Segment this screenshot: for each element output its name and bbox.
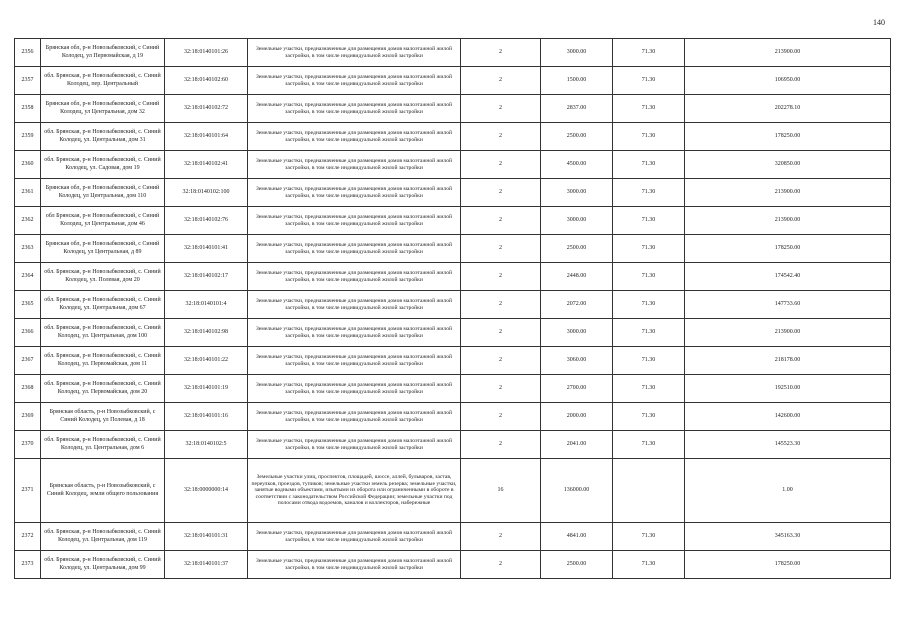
cadastral-value-cell: 178250.00	[685, 123, 891, 151]
cadastral-number-cell: 32:18:0140101:22	[165, 347, 248, 375]
rate-cell: 71.30	[613, 319, 685, 347]
cadastral-value-cell: 218178.00	[685, 347, 891, 375]
rate-cell: 71.30	[613, 347, 685, 375]
land-use-cell: Земельные участки, предназначенные для размещения домов малоэтажной жилой застройки, в том числе индивидуальной жилой застройки	[248, 375, 461, 403]
group-cell: 2	[461, 39, 541, 67]
row-number-cell: 2365	[15, 291, 41, 319]
table-row	[15, 235, 891, 263]
cadastral-number-cell: 32:18:0140102:5	[165, 431, 248, 459]
row-number-cell: 2362	[15, 207, 41, 235]
group-cell: 2	[461, 403, 541, 431]
rate-cell: 71.30	[613, 403, 685, 431]
cadastral-number-cell: 32:18:0140102:17	[165, 263, 248, 291]
row-number-cell: 2363	[15, 235, 41, 263]
table-row	[15, 67, 891, 95]
cadastral-number-cell: 32:18:0140101:19	[165, 375, 248, 403]
address-cell: обл. Брянская, р-н Новозыбковский, с. Синий Колодец, ул. Центральная, дом 119	[41, 523, 165, 551]
rate-cell	[613, 459, 685, 523]
address-cell: Брянская обл, р-н Новозыбковский, с Синий Колодец, ул Центральная, д 89	[41, 235, 165, 263]
area-cell: 2700.00	[541, 375, 613, 403]
cadastral-value-cell: 213900.00	[685, 39, 891, 67]
rate-cell: 71.30	[613, 39, 685, 67]
address-cell: обл. Брянская, р-н Новозыбковский, с. Синий Колодец, ул. Полевая, дом 20	[41, 263, 165, 291]
area-cell: 2500.00	[541, 235, 613, 263]
cadastral-number-cell: 32:18:0140101:41	[165, 235, 248, 263]
cadastral-value-cell: 174542.40	[685, 263, 891, 291]
land-use-cell: Земельные участки, предназначенные для размещения домов малоэтажной жилой застройки, в том числе индивидуальной жилой застройки	[248, 263, 461, 291]
group-cell: 2	[461, 207, 541, 235]
land-use-cell: Земельные участки, предназначенные для размещения домов малоэтажной жилой застройки, в том числе индивидуальной жилой застройки	[248, 95, 461, 123]
address-cell: обл. Брянская, р-н Новозыбковский, с. Синий Колодец, ул. Центральная, дом 67	[41, 291, 165, 319]
row-number-cell: 2366	[15, 319, 41, 347]
table-body	[15, 39, 891, 579]
cadastral-value-cell: 213900.00	[685, 319, 891, 347]
cadastral-value-cell: 1.00	[685, 459, 891, 523]
group-cell: 2	[461, 523, 541, 551]
land-use-cell: Земельные участки, предназначенные для размещения домов малоэтажной жилой застройки, в том числе индивидуальной жилой застройки	[248, 319, 461, 347]
rate-cell: 71.30	[613, 431, 685, 459]
area-cell: 1500.00	[541, 67, 613, 95]
table-row	[15, 431, 891, 459]
area-cell: 2072.00	[541, 291, 613, 319]
group-cell: 2	[461, 347, 541, 375]
land-use-cell: Земельные участки, предназначенные для размещения домов малоэтажной жилой застройки, в том числе индивидуальной жилой застройки	[248, 123, 461, 151]
address-cell: Брянская обл, р-н Новозыбковский, с Синий Колодец, ул Центральная, дом 110	[41, 179, 165, 207]
group-cell: 2	[461, 263, 541, 291]
cadastral-value-cell: 213900.00	[685, 207, 891, 235]
address-cell: обл. Брянская, р-н Новозыбковский, с. Синий Колодец, ул. Первомайская, дом 20	[41, 375, 165, 403]
cadastral-value-cell: 147733.60	[685, 291, 891, 319]
address-cell: обл. Брянская, р-н Новозыбковский, с. Синий Колодец, ул. Центральная, дом 99	[41, 551, 165, 579]
rate-cell: 71.30	[613, 207, 685, 235]
group-cell: 2	[461, 151, 541, 179]
area-cell: 2500.00	[541, 551, 613, 579]
land-use-cell: Земельные участки, предназначенные для размещения домов малоэтажной жилой застройки, в том числе индивидуальной жилой застройки	[248, 67, 461, 95]
table-row	[15, 123, 891, 151]
cadastral-number-cell: 32:18:0140101:31	[165, 523, 248, 551]
area-cell: 2041.00	[541, 431, 613, 459]
land-use-cell: Земельные участки улиц, проспектов, площадей, шоссе, аллей, бульваров, застав, переулков, проездов, тупиков; земельные участки земель резерва; земельные участки, занятые водными объектами, изъятыми из оборота или ограниченными в обороте в соответствии с законодательством Российской Федерации; земельные участки под полосами отвода водоемов, каналов и коллекторов, набережные	[248, 459, 461, 523]
table-row	[15, 95, 891, 123]
rate-cell: 71.30	[613, 375, 685, 403]
land-use-cell: Земельные участки, предназначенные для размещения домов малоэтажной жилой застройки, в том числе индивидуальной жилой застройки	[248, 151, 461, 179]
page-number: 140	[873, 18, 885, 27]
rate-cell: 71.30	[613, 263, 685, 291]
table-row	[15, 207, 891, 235]
cadastral-value-cell: 106950.00	[685, 67, 891, 95]
table-row	[15, 347, 891, 375]
address-cell: Брянская область, р-н Новозыбковский, с Синий Колодец, земли общего пользования	[41, 459, 165, 523]
area-cell: 3060.00	[541, 347, 613, 375]
area-cell: 4841.00	[541, 523, 613, 551]
row-number-cell: 2360	[15, 151, 41, 179]
table-row	[15, 403, 891, 431]
address-cell: обл Брянская, р-н Новозыбковский, с Синий Колодец, ул Центральная, дом 46	[41, 207, 165, 235]
row-number-cell: 2373	[15, 551, 41, 579]
group-cell: 2	[461, 235, 541, 263]
area-cell: 2837.00	[541, 95, 613, 123]
address-cell: Брянская область, р-н Новозыбковский, с Синий Колодец, ул Полевая, д 18	[41, 403, 165, 431]
group-cell: 2	[461, 431, 541, 459]
area-cell: 3000.00	[541, 39, 613, 67]
address-cell: обл. Брянская, р-н Новозыбковский, с. Синий Колодец, пер. Центральный	[41, 67, 165, 95]
area-cell: 2000.00	[541, 403, 613, 431]
land-use-cell: Земельные участки, предназначенные для размещения домов малоэтажной жилой застройки, в том числе индивидуальной жилой застройки	[248, 403, 461, 431]
address-cell: Брянская обл, р-н Новозыбковский, с Синий Колодец, ул Центральная, дом 32	[41, 95, 165, 123]
area-cell: 4500.00	[541, 151, 613, 179]
group-cell: 16	[461, 459, 541, 523]
group-cell: 2	[461, 291, 541, 319]
land-use-cell: Земельные участки, предназначенные для размещения домов малоэтажной жилой застройки, в том числе индивидуальной жилой застройки	[248, 291, 461, 319]
table-row	[15, 39, 891, 67]
rate-cell: 71.30	[613, 551, 685, 579]
cadastral-number-cell: 32:18:0140101:4	[165, 291, 248, 319]
row-number-cell: 2372	[15, 523, 41, 551]
table-row	[15, 263, 891, 291]
row-number-cell: 2371	[15, 459, 41, 523]
cadastral-value-cell: 345163.30	[685, 523, 891, 551]
land-use-cell: Земельные участки, предназначенные для размещения домов малоэтажной жилой застройки, в том числе индивидуальной жилой застройки	[248, 235, 461, 263]
row-number-cell: 2364	[15, 263, 41, 291]
cadastral-value-cell: 202278.10	[685, 95, 891, 123]
group-cell: 2	[461, 551, 541, 579]
cadastral-value-cell: 178250.00	[685, 235, 891, 263]
group-cell: 2	[461, 95, 541, 123]
group-cell: 2	[461, 179, 541, 207]
table-row	[15, 319, 891, 347]
table-row	[15, 551, 891, 579]
row-number-cell: 2367	[15, 347, 41, 375]
area-cell: 136000.00	[541, 459, 613, 523]
table-row	[15, 459, 891, 523]
row-number-cell: 2359	[15, 123, 41, 151]
address-cell: Брянская обл, р-н Новозыбковский, с Синий Колодец, ул Первомайская, д 19	[41, 39, 165, 67]
rate-cell: 71.30	[613, 523, 685, 551]
address-cell: обл. Брянская, р-н Новозыбковский, с. Синий Колодец, ул. Центральная, дом 31	[41, 123, 165, 151]
group-cell: 2	[461, 123, 541, 151]
rate-cell: 71.30	[613, 95, 685, 123]
row-number-cell: 2370	[15, 431, 41, 459]
rate-cell: 71.30	[613, 67, 685, 95]
address-cell: обл. Брянская, р-н Новозыбковский, с. Синий Колодец, ул. Садовая, дом 19	[41, 151, 165, 179]
cadastral-value-table	[14, 38, 891, 579]
address-cell: обл. Брянская, р-н Новозыбковский, с. Синий Колодец, ул. Центральная, дом 6	[41, 431, 165, 459]
rate-cell: 71.30	[613, 123, 685, 151]
land-use-cell: Земельные участки, предназначенные для размещения домов малоэтажной жилой застройки, в том числе индивидуальной жилой застройки	[248, 431, 461, 459]
table-row	[15, 151, 891, 179]
land-use-cell: Земельные участки, предназначенные для размещения домов малоэтажной жилой застройки, в том числе индивидуальной жилой застройки	[248, 551, 461, 579]
area-cell: 2500.00	[541, 123, 613, 151]
address-cell: обл. Брянская, р-н Новозыбковский, с. Синий Колодец, ул. Центральная, дом 100	[41, 319, 165, 347]
area-cell: 3000.00	[541, 179, 613, 207]
cadastral-number-cell: 32:18:0140102:98	[165, 319, 248, 347]
row-number-cell: 2357	[15, 67, 41, 95]
cadastral-number-cell: 32:18:0140101:26	[165, 39, 248, 67]
cadastral-number-cell: 32:18:0140102:76	[165, 207, 248, 235]
area-cell: 2448.00	[541, 263, 613, 291]
cadastral-number-cell: 32:18:0140101:64	[165, 123, 248, 151]
area-cell: 3000.00	[541, 207, 613, 235]
cadastral-number-cell: 32:18:0140101:16	[165, 403, 248, 431]
row-number-cell: 2358	[15, 95, 41, 123]
rate-cell: 71.30	[613, 151, 685, 179]
address-cell: обл. Брянская, р-н Новозыбковский, с. Синий Колодец, ул. Первомайская, дом 11	[41, 347, 165, 375]
table-row	[15, 523, 891, 551]
rate-cell: 71.30	[613, 291, 685, 319]
land-use-cell: Земельные участки, предназначенные для размещения домов малоэтажной жилой застройки, в том числе индивидуальной жилой застройки	[248, 207, 461, 235]
cadastral-value-cell: 192510.00	[685, 375, 891, 403]
group-cell: 2	[461, 67, 541, 95]
cadastral-value-cell: 145523.30	[685, 431, 891, 459]
group-cell: 2	[461, 319, 541, 347]
cadastral-number-cell: 32:18:0140102:60	[165, 67, 248, 95]
cadastral-value-cell: 178250.00	[685, 551, 891, 579]
cadastral-number-cell: 32:18:0140102:72	[165, 95, 248, 123]
row-number-cell: 2368	[15, 375, 41, 403]
group-cell: 2	[461, 375, 541, 403]
cadastral-number-cell: 32:18:0000000:14	[165, 459, 248, 523]
land-use-cell: Земельные участки, предназначенные для размещения домов малоэтажной жилой застройки, в том числе индивидуальной жилой застройки	[248, 347, 461, 375]
table-row	[15, 179, 891, 207]
cadastral-number-cell: 32:18:0140102:41	[165, 151, 248, 179]
row-number-cell: 2356	[15, 39, 41, 67]
cadastral-value-cell: 320850.00	[685, 151, 891, 179]
table-row	[15, 291, 891, 319]
row-number-cell: 2361	[15, 179, 41, 207]
land-use-cell: Земельные участки, предназначенные для размещения домов малоэтажной жилой застройки, в том числе индивидуальной жилой застройки	[248, 179, 461, 207]
land-use-cell: Земельные участки, предназначенные для размещения домов малоэтажной жилой застройки, в том числе индивидуальной жилой застройки	[248, 523, 461, 551]
rate-cell: 71.30	[613, 179, 685, 207]
cadastral-value-cell: 213900.00	[685, 179, 891, 207]
cadastral-value-cell: 142600.00	[685, 403, 891, 431]
table-row	[15, 375, 891, 403]
cadastral-number-cell: 32:18:0140102:100	[165, 179, 248, 207]
cadastral-number-cell: 32:18:0140101:37	[165, 551, 248, 579]
land-use-cell: Земельные участки, предназначенные для размещения домов малоэтажной жилой застройки, в том числе индивидуальной жилой застройки	[248, 39, 461, 67]
row-number-cell: 2369	[15, 403, 41, 431]
rate-cell: 71.30	[613, 235, 685, 263]
area-cell: 3000.00	[541, 319, 613, 347]
